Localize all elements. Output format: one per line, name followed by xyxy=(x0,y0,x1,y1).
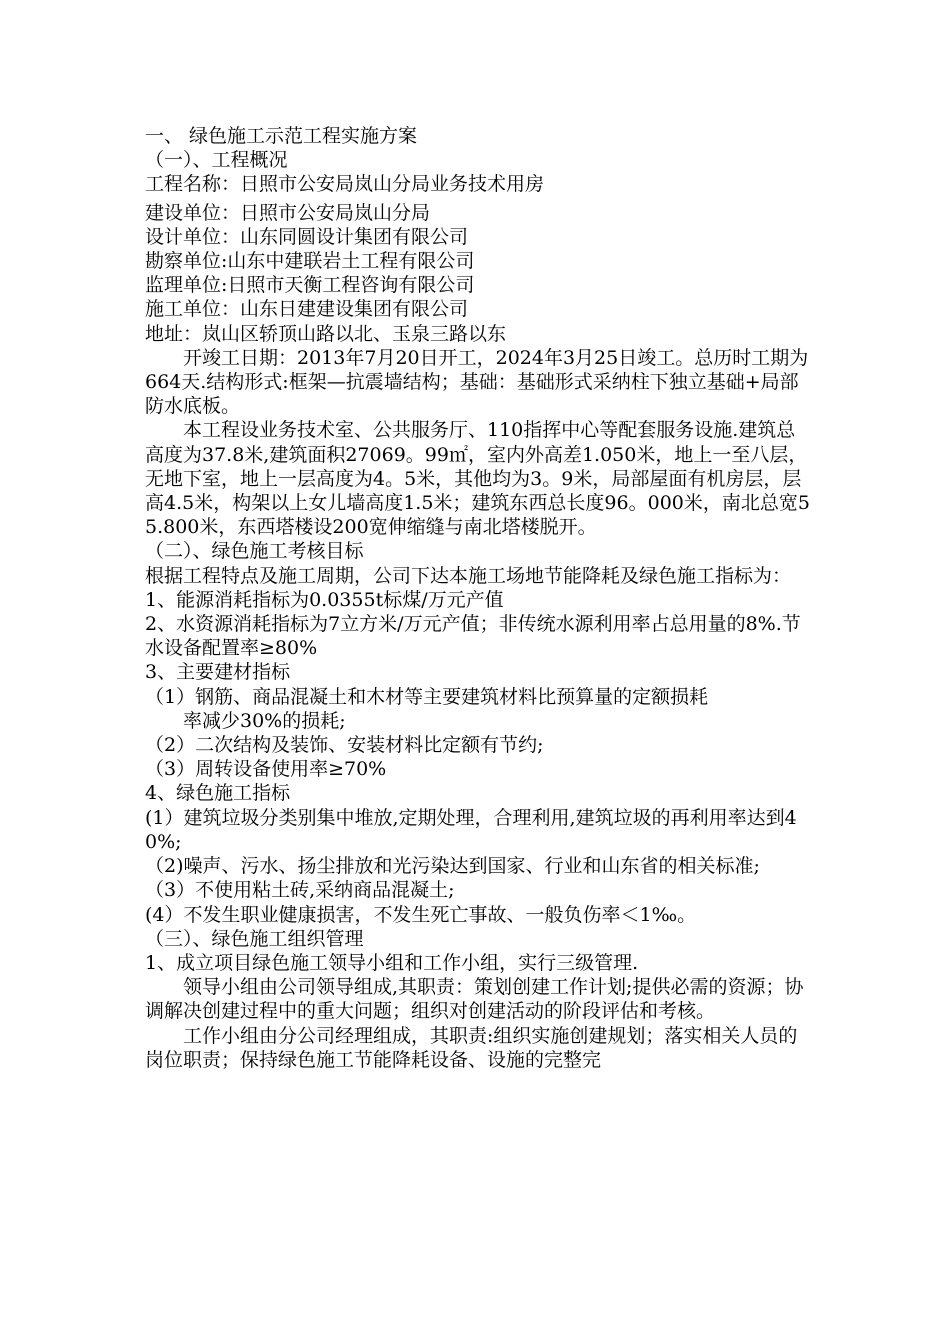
target-materials-heading: 3、主要建材指标 xyxy=(145,661,291,684)
construction-unit: 建设单位：日照市公安局岚山分局 xyxy=(145,201,431,224)
project-name: 工程名称：日照市公安局岚山分局业务技术用房 xyxy=(145,173,545,196)
management-item1: 1、成立项目绿色施工领导小组和工作小组，实行三级管理. xyxy=(145,951,639,974)
paragraph-building: 本工程设业务技术室、公共服务厅、110指挥中心等配套服务设施.建筑总高度为37.8米,建筑面积27069。99㎡，室内外高差1.050米，地上一至八层，无地下室，地上一层高度为4。5米，其他均为3。9米，局部屋面有机房层，层高4.5米，构架以上女儿墙高度1.5米；建筑东西总长度96。000米，南北总宽55.800米，东西塔楼设200宽伸缩缝与南北塔楼脱开。 xyxy=(145,419,810,539)
section2-intro: 根据工程特点及施工周期，公司下达本施工场地节能降耗及绿色施工指标为： xyxy=(145,564,792,587)
target-green-item1: (1）建筑垃圾分类别集中堆放,定期处理，合理利用,建筑垃圾的再利用率达到40%; xyxy=(145,806,797,853)
section3-heading: （三）、绿色施工组织管理 xyxy=(145,927,364,950)
address: 地址：岚山区轿顶山路以北、玉泉三路以东 xyxy=(145,322,507,345)
design-unit: 设计单位：山东同圆设计集团有限公司 xyxy=(145,225,469,248)
paragraph-schedule: 开竣工日期：2013年7月20日开工，2024年3月25日竣工。总历时工期为664天.结构形式:框架—抗震墙结构；基础：基础形式采纳柱下独立基础+局部防水底板。 xyxy=(145,346,809,418)
target-green-item3: （3）不使用粘土砖,采纳商品混凝土; xyxy=(145,879,455,902)
chapter-heading: 一、 绿色施工示范工程实施方案 xyxy=(145,125,418,147)
contractor-unit: 施工单位：山东日建建设集团有限公司 xyxy=(145,298,469,321)
target-green-item4: (4）不发生职业健康损害，不发生死亡事故、一般负伤率＜1‰。 xyxy=(145,903,697,926)
target-energy: 1、能源消耗指标为0.0355t标煤/万元产值 xyxy=(145,588,504,611)
section1-heading: （一）、工程概况 xyxy=(145,149,288,172)
survey-unit: 勘察单位:山东中建联岩土工程有限公司 xyxy=(145,250,475,273)
target-green-heading: 4、绿色施工指标 xyxy=(145,782,291,805)
section2-heading: （二）、绿色施工考核目标 xyxy=(145,540,364,563)
target-materials-item2: （2）二次结构及装饰、安装材料比定额有节约; xyxy=(145,734,544,757)
target-materials-item1-cont: 率减少30%的损耗; xyxy=(183,709,346,732)
target-materials-item1: （1）钢筋、商品混凝土和木材等主要建筑材料比预算量的定额损耗 xyxy=(145,685,709,708)
paragraph-work-group: 工作小组由分公司经理组成，其职责:组织实施创建规划；落实相关人员的岗位职责；保持绿色施工节能降耗设备、设施的完整完 xyxy=(145,1024,798,1071)
paragraph-leader-group: 领导小组由公司领导组成,其职责：策划创建工作计划;提供必需的资源；协调解决创建过程中的重大问题；组织对创建活动的阶段评估和考核。 xyxy=(145,976,804,1023)
target-green-item2: （2)噪声、污水、扬尘排放和光污染达到国家、行业和山东省的相关标准; xyxy=(145,855,760,878)
supervision-unit: 监理单位:日照市天衡工程咨询有限公司 xyxy=(145,274,475,297)
document-page xyxy=(145,124,810,1072)
target-materials-item3: （3）周转设备使用率≥70% xyxy=(145,758,387,781)
target-water: 2、水资源消耗指标为7立方米/万元产值；非传统水源利用率占总用量的8%.节水设备配置率≥80% xyxy=(145,613,801,660)
